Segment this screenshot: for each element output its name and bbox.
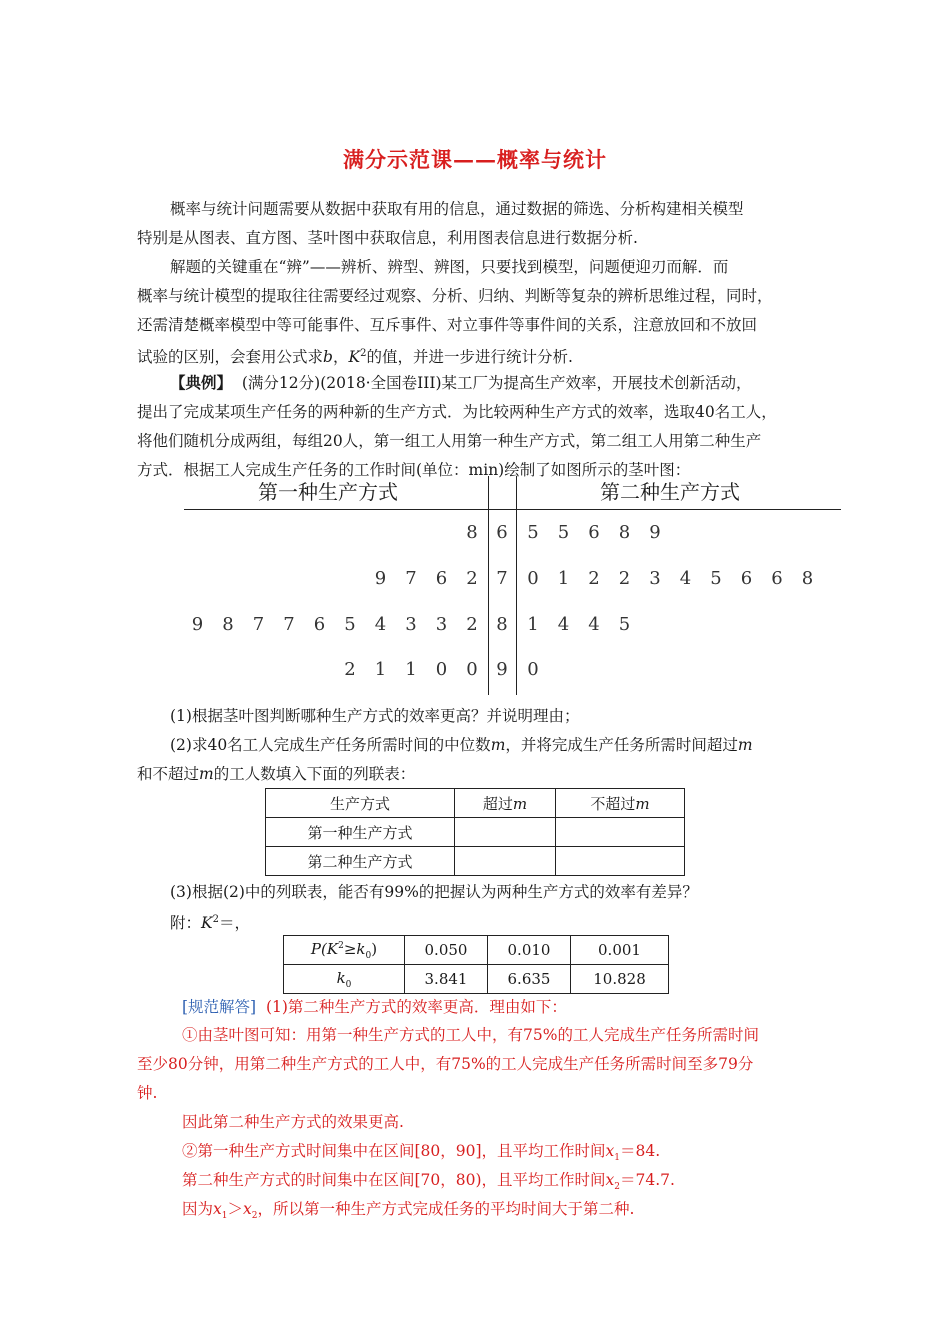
text: P(K [310, 939, 339, 958]
k-cell: 6.635 [488, 965, 571, 994]
var-k: K [201, 914, 213, 933]
var-x: x [605, 1171, 615, 1189]
intro-line: 特别是从图表、直方图、茎叶图中获取信息，利用图表信息进行数据分析. [137, 229, 638, 247]
leaf-digit-left: 8 [466, 522, 478, 543]
intro-line [137, 344, 573, 367]
text: ②第一种生产方式时间集中在区间[80，90]，且平均工作时间 [182, 1142, 606, 1160]
text: ＝84. [620, 1142, 661, 1160]
leaf-digit-right: 2 [618, 568, 631, 589]
leaf-digit-right: 1 [527, 614, 539, 635]
left-header: 第一种生产方式 [258, 480, 398, 504]
var-x: x [605, 1142, 615, 1160]
leaf-digit-left: 7 [405, 568, 417, 589]
subscript: 2 [251, 1211, 258, 1222]
text: 的值，并进一步进行统计分析. [366, 348, 573, 367]
var-m: m [737, 736, 753, 754]
text: ，并将完成生产任务所需时间超过 [505, 736, 738, 754]
leaf-digit-right: 5 [527, 522, 539, 543]
leaf-digit-right: 6 [588, 522, 600, 543]
solution-line [182, 1199, 634, 1226]
text: (1)第二种生产方式的效率更高．理由如下： [265, 998, 567, 1016]
leaf-digit-right: 9 [649, 522, 661, 543]
intro-line: 还需清楚概率模型中等可能事件、互斥事件、对立事件等事件间的关系，注意放回和不放回 [137, 316, 758, 334]
row-label [284, 936, 405, 965]
leaf-digit-left: 9 [191, 614, 204, 635]
solution-line: 因此第二种生产方式的效果更高. [182, 1113, 404, 1131]
superscript: 2 [212, 914, 219, 925]
leaf-digit-right: 3 [649, 568, 661, 589]
leaf-digit-right: 5 [710, 568, 722, 589]
text: k [336, 968, 346, 987]
leaf-digit-left: 1 [374, 659, 387, 680]
leaf-digit-right: 4 [588, 614, 600, 635]
var-m: m [490, 736, 506, 754]
text: 的工人数填入下面的列联表： [213, 765, 416, 783]
table-row [266, 818, 685, 847]
question-2-cont [137, 764, 415, 784]
leaf-digit-left: 5 [344, 614, 356, 635]
text: 试验的区别，会套用公式求 [137, 348, 324, 367]
leaf-digit-right: 5 [618, 614, 631, 635]
leaf-digit-right: 8 [618, 522, 631, 543]
text: ＝， [218, 914, 250, 933]
leaf-digit-left: 2 [344, 659, 356, 680]
example-line: 提出了完成某项生产任务的两种新的生产方式．为比较两种生产方式的效率，选取40名工人， [137, 403, 777, 421]
leaf-digit-right: 5 [557, 522, 570, 543]
subscript: 2 [614, 1182, 621, 1193]
question-1: (1)根据茎叶图判断哪种生产方式的效率更高？并说明理由； [170, 707, 580, 725]
leaf-digit-right: 6 [771, 568, 783, 589]
example-line: 将他们随机分成两组，每组20人，第一组工人用第一种生产方式，第二组工人用第二种生产 [137, 432, 762, 450]
row-label [284, 965, 405, 994]
text: (2)求40名工人完成生产任务所需时间的中位数 [170, 736, 491, 754]
leaf-digit-left: 2 [466, 614, 478, 635]
leaf-digit-left: 0 [466, 659, 478, 680]
critical-value-table [283, 935, 669, 994]
stem-digit: 6 [496, 522, 508, 543]
text: 和不超过 [137, 765, 200, 783]
leaf-digit-left: 1 [405, 659, 417, 680]
question-3: (3)根据(2)中的列联表，能否有99%的把握认为两种生产方式的效率有差异？ [170, 883, 698, 901]
row-label: 第二种生产方式 [266, 847, 455, 876]
var-m: m [635, 794, 650, 813]
intro-line: 解题的关键重在“辨”——辨析、辨型、辨图，只要找到模型，问题便迎刃而解．而 [170, 258, 729, 276]
header-cell: 生产方式 [266, 789, 455, 818]
solution-line: 至少80分钟，用第二种生产方式的工人中，有75%的工人完成生产任务所需时间至多79分 [137, 1055, 754, 1073]
header-cell [455, 789, 556, 818]
subscript: 1 [614, 1153, 621, 1164]
leaf-digit-right: 4 [557, 614, 570, 635]
row-label: 第一种生产方式 [266, 818, 455, 847]
header-divider [184, 509, 841, 510]
table-row [266, 789, 685, 818]
table-row [266, 847, 685, 876]
p-cell: 0.050 [405, 936, 488, 965]
stem-divider-right [516, 476, 517, 695]
leaf-digit-left: 8 [222, 614, 234, 635]
solution-line [182, 1141, 660, 1168]
stem-digit: 8 [496, 614, 508, 635]
stem-digit: 9 [496, 659, 508, 680]
leaf-digit-left: 0 [435, 659, 448, 680]
leaf-digit-left: 9 [374, 568, 387, 589]
question-2 [170, 735, 753, 755]
k-cell: 3.841 [405, 965, 488, 994]
var-k: K [348, 348, 361, 367]
superscript: 2 [338, 940, 344, 951]
solution-line: ①由茎叶图可知：用第一种生产方式的工人中，有75%的工人完成生产任务所需时间 [182, 1026, 759, 1044]
leaf-digit-right: 0 [527, 659, 539, 680]
leaf-digit-left: 3 [405, 614, 417, 635]
leaf-digit-left: 7 [252, 614, 265, 635]
text: ≥k [343, 939, 366, 958]
table-row [284, 936, 669, 965]
table-row [284, 965, 669, 994]
stem-divider-left [488, 476, 489, 695]
var-x: x [243, 1200, 252, 1218]
leaf-digit-right: 2 [588, 568, 600, 589]
solution-tag: [规范解答] [182, 998, 257, 1016]
header-cell [556, 789, 685, 818]
leaf-digit-left: 4 [374, 614, 387, 635]
subscript: 0 [345, 979, 352, 990]
contingency-table [265, 788, 685, 876]
text: 附： [170, 914, 202, 933]
text: 不超过 [590, 794, 636, 813]
text: 第二种生产方式的时间集中在区间[70，80)，且平均工作时间 [182, 1171, 606, 1189]
example-tag: 【典例】 [170, 373, 233, 392]
example-line: 方式．根据工人完成生产任务的工作时间(单位：min)绘制了如图所示的茎叶图： [137, 461, 691, 479]
text: ， [332, 348, 349, 367]
superscript: 2 [360, 348, 367, 359]
page-title: 满分示范课——概率与统计 [343, 147, 607, 172]
stem-digit: 7 [496, 568, 508, 589]
text: 因为 [182, 1200, 214, 1218]
solution-heading [182, 997, 567, 1017]
leaf-digit-left: 6 [313, 614, 326, 635]
var-m: m [512, 794, 528, 813]
leaf-digit-left: 6 [435, 568, 448, 589]
empty-cell [556, 818, 685, 847]
intro-line: 概率与统计问题需要从数据中获取有用的信息，通过数据的筛选、分析构建相关模型 [170, 200, 744, 218]
leaf-digit-right: 4 [679, 568, 692, 589]
var-x: x [213, 1200, 222, 1218]
solution-line [182, 1170, 675, 1197]
leaf-digit-right: 0 [527, 568, 539, 589]
subscript: 1 [221, 1211, 228, 1222]
text: 超过 [482, 794, 513, 813]
text: ＝74.7. [620, 1171, 675, 1189]
leaf-digit-right: 6 [740, 568, 753, 589]
empty-cell [556, 847, 685, 876]
empty-cell [455, 847, 556, 876]
p-cell: 0.010 [488, 936, 571, 965]
k-cell: 10.828 [571, 965, 669, 994]
subscript: 0 [365, 950, 372, 961]
leaf-digit-left: 3 [435, 614, 448, 635]
attachment-label [170, 910, 250, 933]
intro-line: 概率与统计模型的提取往往需要经过观察、分析、归纳、判断等复杂的辨析思维过程，同时， [137, 287, 773, 305]
leaf-digit-left: 7 [283, 614, 295, 635]
var-b: b [323, 348, 333, 367]
text: ) [371, 939, 378, 958]
leaf-digit-right: 1 [557, 568, 570, 589]
text: ＞ [227, 1200, 244, 1218]
text: ，所以第一种生产方式完成任务的平均时间大于第二种. [257, 1200, 635, 1218]
example-line [170, 373, 752, 393]
solution-line: 钟. [137, 1084, 158, 1102]
text: (满分12分)(2018·全国卷III)某工厂为提高生产效率，开展技术创新活动， [241, 374, 752, 392]
right-header: 第二种生产方式 [600, 480, 740, 504]
leaf-digit-left: 2 [466, 568, 478, 589]
p-cell: 0.001 [571, 936, 669, 965]
empty-cell [455, 818, 556, 847]
leaf-digit-right: 8 [801, 568, 814, 589]
var-m: m [199, 765, 214, 783]
